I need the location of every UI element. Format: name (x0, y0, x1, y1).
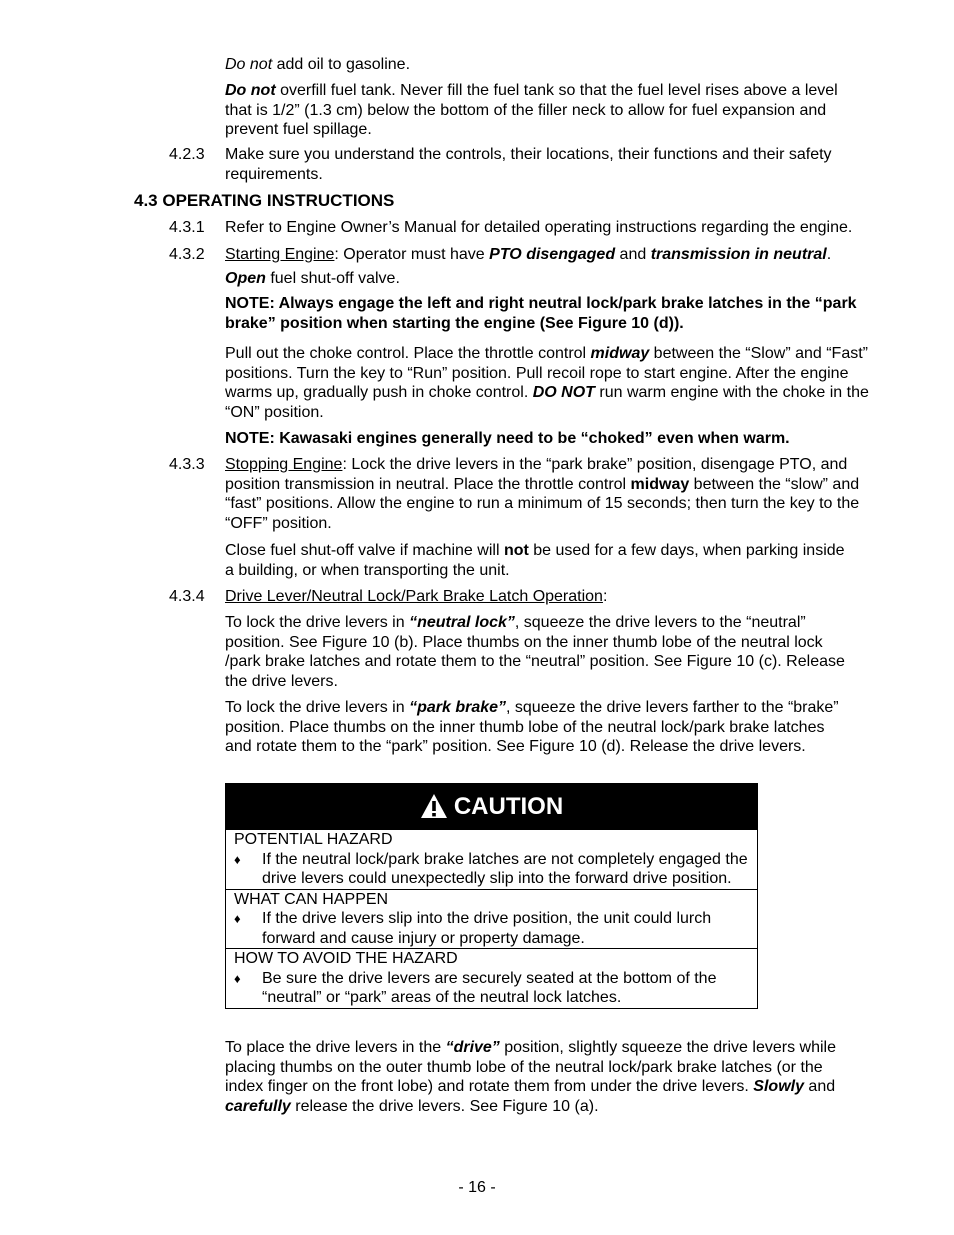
park-brake-emphasis: “park brake” (409, 699, 507, 716)
section-number-4-2-3: 4.2.3 (169, 146, 205, 163)
warning-triangle-icon (420, 793, 448, 822)
text-run: between the “Slow” and “Fast” positions. Turn the key to “Run” position. Pull recoil rope to start engine. After the engine warms up, gradually push in choke control. (225, 345, 868, 401)
choke-instructions (225, 344, 880, 422)
text-run: : Lock the drive levers in the “park brake” position, disengage PTO, and position transmission in neutral. Place the throttle control (225, 456, 848, 493)
caution-title: CAUTION (453, 793, 564, 821)
diamond-bullet-icon: ♦ (234, 851, 241, 867)
text-run: . (826, 246, 832, 263)
caution-section-what-can-happen (226, 889, 757, 949)
caution-bullet-text: Be sure the drive levers are securely seated at the bottom of the “neutral” or “park” areas of the neutral lock latches. (262, 969, 717, 1006)
overfill-text: overfill fuel tank. Never fill the fuel tank so that the fuel level rises above a level that is 1/2” (1.3 cm) below the bottom of the filler neck to allow for fuel expansion and prevent fuel spillage. (225, 82, 838, 138)
text-run: Pull out the choke control. Place the throttle control (225, 345, 591, 362)
neutral-lock-emphasis: “neutral lock” (409, 614, 515, 631)
note-park-brake: NOTE: Always engage the left and right neutral lock/park brake latches in the “park brake” position when starting the engine (See Figure 10 (d)). (225, 295, 857, 332)
text-run: : (602, 588, 608, 605)
midway-bold: midway (630, 475, 690, 493)
oil-text: add oil to gasoline. (272, 56, 411, 73)
pto-disengaged-emphasis: PTO disengaged (489, 246, 616, 263)
caution-header (226, 784, 757, 830)
caution-bullet-item (234, 909, 751, 948)
text-run: position, slightly squeeze the drive levers while placing thumbs on the outer thumb lobe of the neutral lock/park brake latches (or the index finger on the front lobe) and rotate them from under the drive levers. (225, 1039, 836, 1095)
caution-section-title: POTENTIAL HAZARD (234, 831, 393, 848)
caution-bullet-text: If the drive levers slip into the drive position, the unit could lurch forward and cause injury or property damage. (262, 910, 712, 947)
drive-emphasis: “drive” (445, 1039, 500, 1056)
text-run: fuel shut-off valve. (265, 270, 400, 287)
section-4-2-3-text: Make sure you understand the controls, their locations, their functions and their safety requirements. (225, 146, 832, 183)
neutral-lock-instructions (225, 613, 855, 691)
overfill-instruction (225, 81, 850, 140)
not-bold: not (503, 542, 529, 559)
section-4-3-2-text (225, 245, 885, 265)
section-number-4-3-4: 4.3.4 (169, 588, 205, 605)
drive-lever-title: Drive Lever/Neutral Lock/Park Brake Latch Operation (225, 588, 603, 605)
oil-emphasis: Do not (225, 56, 273, 73)
caution-box (225, 783, 758, 1009)
text-run: between the “slow” and “fast” positions. Allow the engine to run a minimum of 15 seconds; then turn the key to the “OFF” position. (225, 475, 860, 532)
section-4-3-1-text: Refer to Engine Owner’s Manual for detailed operating instructions regarding the engine. (225, 219, 853, 236)
text-run: , squeeze the drive levers farther to the “brake” position. Place thumbs on the inner thumb lobe of the neutral lock/park brake latches and rotate them to the “park” position. See Figure 10 (d). Release the drive levers. (225, 699, 839, 755)
overfill-emphasis: Do not (225, 82, 276, 99)
text-run: be used for a few days, when parking inside a building, or when transporting the unit. (225, 542, 845, 579)
text-run: To lock the drive levers in (225, 699, 410, 716)
text-run: and (803, 1078, 836, 1095)
page-number: - 16 - (458, 1179, 496, 1196)
close-valve-instruction (225, 541, 850, 580)
open-emphasis: Open (225, 270, 266, 287)
starting-engine-title: Starting Engine (225, 246, 335, 263)
open-valve-instruction (225, 269, 885, 289)
caution-section-title: HOW TO AVOID THE HAZARD (234, 950, 458, 967)
caution-bullet-text: If the neutral lock/park brake latches are not completely engaged the drive levers could unexpectedly slip into the forward drive position. (262, 850, 748, 887)
section-4-3-3-text (225, 455, 865, 533)
caution-bullet-item (234, 969, 751, 1008)
text-run: To place the drive levers in the (225, 1039, 446, 1056)
section-number-4-3-2: 4.3.2 (169, 246, 205, 263)
midway-emphasis: midway (590, 345, 650, 362)
caution-bullet-item (234, 850, 751, 889)
diamond-bullet-icon: ♦ (234, 911, 241, 926)
text-run: release the drive levers. See Figure 10 (a). (290, 1097, 599, 1115)
section-number-4-3-1: 4.3.1 (169, 219, 205, 236)
carefully-emphasis: carefully (225, 1097, 291, 1115)
do-not-emphasis: DO NOT (532, 384, 595, 401)
text-run: , squeeze the drive levers to the “neutral” position. See Figure 10 (b). Place thumbs on the inner thumb lobe of the neutral lock /park brake latches and rotate them to the “neutral” position. See Figure 10 (c). Release the drive levers. (225, 614, 845, 690)
transmission-neutral-emphasis: transmission in neutral (650, 246, 827, 263)
text-run: Close fuel shut-off valve if machine will (225, 542, 504, 559)
slowly-emphasis: Slowly (753, 1078, 804, 1095)
diamond-bullet-icon: ♦ (234, 970, 241, 986)
caution-section-how-to-avoid (226, 948, 757, 1008)
drive-position-instructions (225, 1038, 865, 1116)
text-run: : Operator must have (334, 246, 490, 263)
caution-section-potential-hazard (226, 830, 757, 889)
stopping-engine-title: Stopping Engine (225, 456, 343, 473)
section-4-3-4-title (225, 587, 885, 607)
caution-section-title: WHAT CAN HAPPEN (234, 890, 389, 908)
oil-instruction (225, 55, 885, 75)
text-run: and (615, 246, 651, 263)
text-run: run warm engine with the choke in the “ON” position. (225, 384, 869, 421)
text-run: To lock the drive levers in (225, 614, 410, 631)
park-brake-instructions (225, 698, 845, 757)
note-kawasaki: NOTE: Kawasaki engines generally need to be “choked” even when warm. (225, 430, 790, 447)
section-heading: 4.3 OPERATING INSTRUCTIONS (134, 191, 395, 210)
section-number-4-3-3: 4.3.3 (169, 456, 205, 473)
